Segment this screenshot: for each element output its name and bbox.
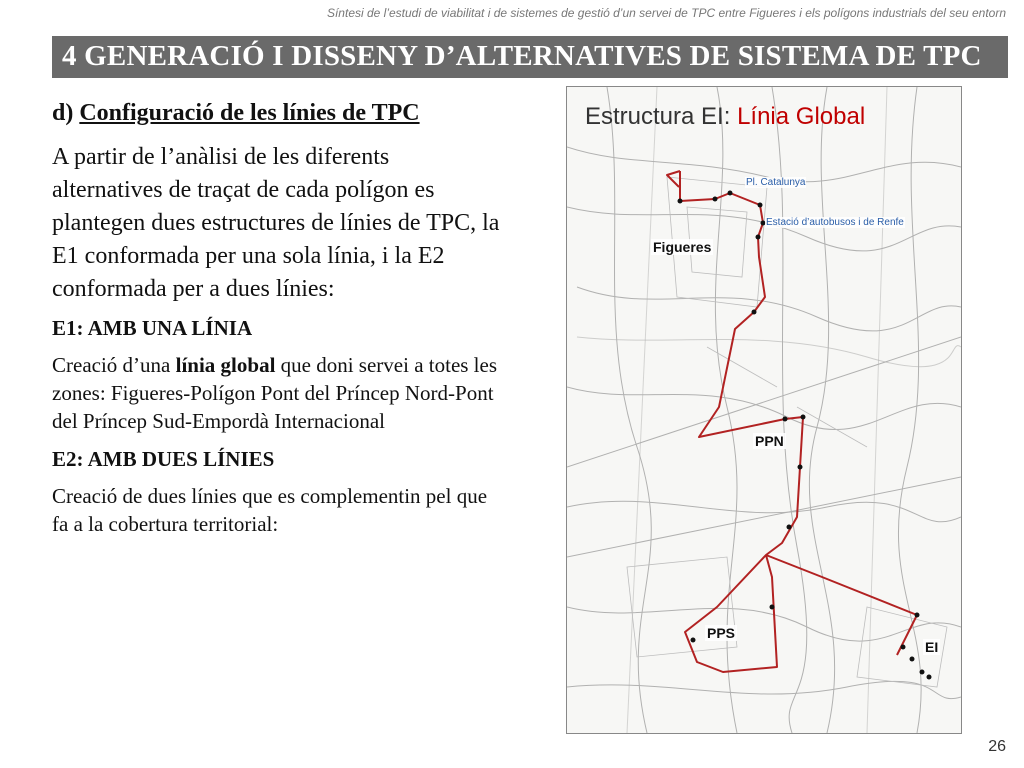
e1-text-end: que doni servei a totes les zones: Figueres-Polígon Pont del Príncep Nord-Pont del Príncep Sud-Empordà Internacional bbox=[52, 353, 498, 433]
page-number: 26 bbox=[988, 738, 1006, 755]
section-subtitle bbox=[52, 98, 500, 129]
intro-paragraph: A partir de l’anàlisi de les diferents alternatives de traçat de cada polígon es plantegen dues estructures de línies de TPC, la E1 conformada per una sola línia, i la E2 conformada per a dues línies: bbox=[52, 144, 500, 302]
slide-title: 4 GENERACIÓ I DISSENY D’ALTERNATIVES DE SISTEMA DE TPC bbox=[62, 40, 982, 72]
label-ei: EI bbox=[925, 639, 939, 655]
label-ppn: PPN bbox=[755, 433, 784, 449]
map-title-highlight: Línia Global bbox=[737, 103, 866, 130]
label-pl-catalunya: Pl. Catalunya bbox=[746, 177, 806, 188]
running-header: Síntesi de l’estudi de viabilitat i de sistemes de gestió d’un servei de TPC entre Figueres i els polígons industrials del seu entorn bbox=[326, 6, 1006, 20]
e2-paragraph: Creació de dues línies que es complementin pel que fa a la cobertura territorial: bbox=[52, 484, 488, 536]
map-title bbox=[585, 103, 865, 131]
text-column bbox=[52, 98, 500, 550]
e1-paragraph bbox=[52, 351, 500, 435]
e1-text-bold: línia global bbox=[175, 353, 276, 377]
subtitle-prefix: d) bbox=[52, 100, 74, 126]
label-pps: PPS bbox=[707, 625, 736, 641]
route-map bbox=[566, 86, 962, 734]
label-figueres: Figueres bbox=[653, 239, 712, 255]
map-title-prefix: Estructura EI: bbox=[585, 103, 738, 130]
e2-heading: E2: AMB DUES LÍNIES bbox=[52, 447, 275, 471]
subtitle-text: Configuració de les línies de TPC bbox=[79, 100, 420, 126]
title-bar bbox=[52, 36, 1008, 78]
e1-text-start: Creació d’una bbox=[52, 353, 176, 377]
e1-heading: E1: AMB UNA LÍNIA bbox=[52, 316, 253, 340]
label-estacio: Estació d’autobusos i de Renfe bbox=[766, 217, 904, 228]
